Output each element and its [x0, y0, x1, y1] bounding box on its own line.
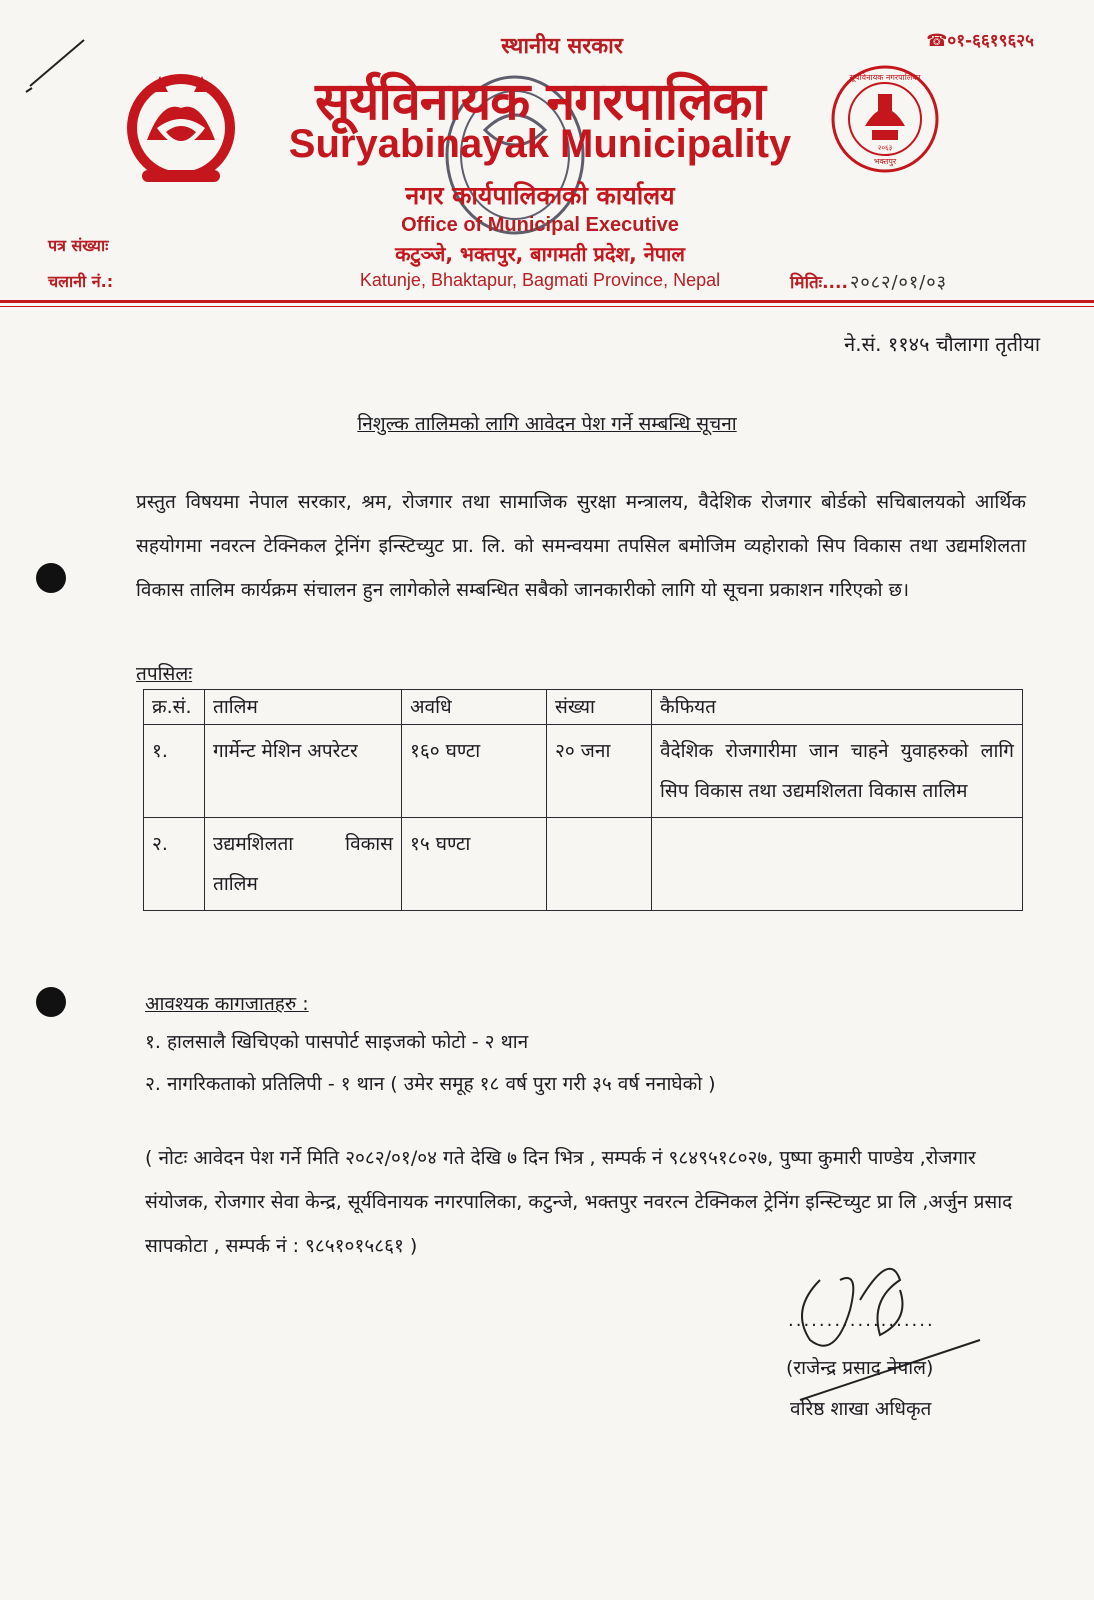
- date-value: २०८२/०१/०३: [850, 272, 948, 293]
- col-header-training: तालिम: [205, 690, 402, 725]
- col-header-count: संख्या: [547, 690, 652, 725]
- signatory-name: (राजेन्द्र प्रसाद नेपाल): [786, 1357, 934, 1379]
- table-header-row: [144, 690, 1023, 725]
- signature-line: ...................: [788, 1310, 935, 1331]
- training-table: [143, 689, 1023, 911]
- phone-number: ☎०१-६६१९६२५: [926, 31, 1034, 51]
- office-name-ne: नगर कार्यपालिकाको कार्यालय: [405, 181, 675, 210]
- nepal-samvat-date: ने.सं. ११४५ चौलागा तृतीया: [844, 332, 1040, 356]
- dispatch-number-label: चलानी नं.:: [48, 272, 114, 291]
- cell-count: [547, 818, 652, 911]
- cell-duration: १५ घण्टा: [402, 818, 547, 911]
- seal-year-text: २०६३: [877, 144, 893, 152]
- cell-training: गार्मेन्ट मेशिन अपरेटर: [205, 725, 402, 818]
- cell-remarks: वैदेशिक रोजगारीमा जान चाहने युवाहरुको लागि सिप विकास तथा उद्यमशिलता विकास तालिम: [652, 725, 1023, 818]
- seal-bottom-text: भक्तपुर: [873, 157, 897, 166]
- punch-hole: [36, 563, 66, 593]
- col-header-sn: क्र.सं.: [144, 690, 205, 725]
- letter-number-label: पत्र संख्याः: [48, 236, 109, 255]
- cell-training: उद्यमशिलता विकास तालिम: [205, 818, 402, 911]
- cell-sn: १.: [144, 725, 205, 818]
- telephone-icon: ☎: [926, 31, 948, 51]
- notice-body: प्रस्तुत विषयमा नेपाल सरकार, श्रम, रोजगार तथा सामाजिक सुरक्षा मन्त्रालय, वैदेशिक रोजगार बोर्डको सचिबालयको आर्थिक सहयोगमा नवरत्न टेक्निकल ट्रेनिंग इन्स्टिच्युट प्रा. लि. को समन्वयमा तपसिल बमोजिम व्यहोराको सिप विकास तथा उद्यमशिलता विकास तालिम कार्यक्रम संचालन हुन लागेकोले सम्बन्धित सबैको जानकारीको लागि यो सूचना प्रकाशन गरिएको छ।: [136, 491, 1026, 601]
- cell-duration: १६० घण्टा: [402, 725, 547, 818]
- col-header-remarks: कैफियत: [652, 690, 1023, 725]
- municipality-name-en: Suryabinayak Municipality: [288, 122, 792, 166]
- table-row: [144, 818, 1023, 911]
- list-item: १. हालसालै खिचिएको पासपोर्ट साइजको फोटो - २ थान: [145, 1031, 529, 1053]
- signatory-title: वरिष्ठ शाखा अधिकृत: [790, 1398, 932, 1420]
- header-divider: [0, 300, 1094, 303]
- municipality-name-ne: सूर्यविनायक नगरपालिका: [315, 72, 765, 132]
- details-label: तपसिलः: [136, 663, 193, 685]
- list-item: २. नागरिकताको प्रतिलिपी - १ थान ( उमेर समूह १८ वर्ष पुरा गरी ३५ वर्ष ननाघेको ): [145, 1073, 716, 1095]
- contact-note: ( नोटः आवेदन पेश गर्ने मिति २०८२/०१/०४ गते देखि ७ दिन भित्र , सम्पर्क नं ९८४९५१८०२७, पुष्पा कुमारी पाण्डेय ,रोजगार संयोजक, रोजगार सेवा केन्द्र, सूर्यविनायक नगरपालिका, कटुन्जे, भक्तपुर नवरत्न टेक्निकल ट्रेनिंग इन्स्टिच्युट प्रा लि ,अर्जुन प्रसाद सापकोटा , सम्पर्क नं : ९८५१०१५८६१ ): [145, 1147, 1013, 1257]
- punch-hole: [36, 987, 66, 1017]
- col-header-duration: अवधि: [402, 690, 547, 725]
- table-row: [144, 725, 1023, 818]
- local-government-label: स्थानीय सरकार: [501, 34, 623, 59]
- cell-remarks: [652, 818, 1023, 911]
- date-label: मितिः....: [790, 273, 848, 293]
- documents-label: आवश्यक कागजातहरु :: [145, 993, 309, 1015]
- address-en: Katunje, Bhaktapur, Bagmati Province, Nepal: [359, 270, 721, 290]
- seal-top-text: सूर्यविनायक नगरपालिका: [849, 73, 921, 82]
- notice-subject: निशुल्क तालिमको लागि आवेदन पेश गर्ने सम्बन्धि सूचना: [357, 413, 737, 435]
- left-emblem-icon: [122, 70, 240, 192]
- office-name-en: Office of Municipal Executive: [401, 214, 679, 236]
- header-divider-thin: [0, 306, 1094, 307]
- cell-sn: २.: [144, 818, 205, 911]
- address-ne: कटुञ्जे, भक्तपुर, बागमती प्रदेश, नेपाल: [395, 242, 685, 266]
- cell-count: २० जना: [547, 725, 652, 818]
